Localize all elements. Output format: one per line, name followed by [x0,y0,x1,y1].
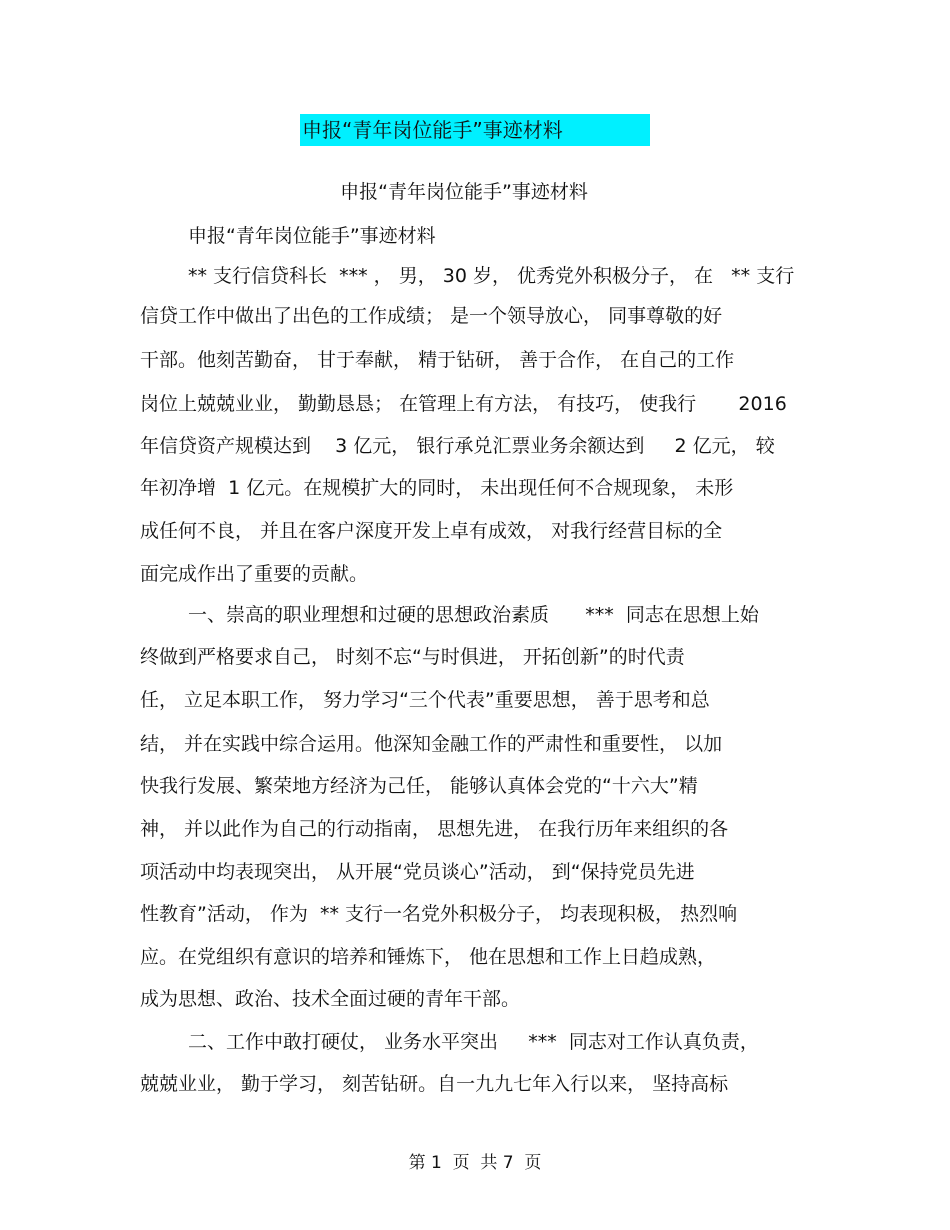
document-title-highlighted: 申报“青年岗位能手”事迹材料 [300,114,650,146]
body-line: 快我行发展、繁荣地方经济为己任， 能够认真体会党的“十六大”精 [140,775,698,797]
body-line: 成任何不良， 并且在客户深度开发上卓有成效， 对我行经营目标的全 [140,520,723,542]
body-line: ** 支行信贷科长 *** ， 男， 30 岁， 优秀党外积极分子， 在 ** 支行 [188,265,795,287]
body-line: 项活动中均表现突出， 从开展“党员谈心”活动， 到“保持党员先进 [140,861,695,883]
body-line: 二、工作中敢打硬仗， 业务水平突出 *** 同志对工作认真负责， [188,1031,759,1053]
body-line: 任， 立足本职工作， 努力学习“三个代表”重要思想， 善于思考和总 [140,689,710,711]
body-line: 申报“青年岗位能手”事迹材料 [188,225,436,247]
body-line: 年初净增 1 亿元。在规模扩大的同时， 未出现任何不合规现象， 未形 [140,477,734,499]
body-line: 终做到严格要求自己， 时刻不忘“与时俱进， 开拓创新”的时代责 [140,646,685,668]
body-line: 年信贷资产规模达到 3 亿元， 银行承兑汇票业务余额达到 2 亿元， 较 [140,435,775,457]
page-number-footer: 第 1 页 共 7 页 [408,1153,542,1173]
body-line: 面完成作出了重要的贡献。 [140,563,369,585]
body-line: 应。在党组织有意识的培养和锤炼下， 他在思想和工作上日趋成熟， [140,946,717,968]
body-line: 兢兢业业， 勤于学习， 刻苦钻研。自一九九七年入行以来， 坚持高标 [140,1073,729,1095]
document-subtitle: 申报“青年岗位能手”事迹材料 [340,181,588,203]
body-line: 结， 并在实践中综合运用。他深知金融工作的严肃性和重要性， 以加 [140,733,723,755]
body-line: 信贷工作中做出了出色的工作成绩； 是一个领导放心， 同事尊敬的好 [140,305,723,327]
body-line: 一、崇高的职业理想和过硬的思想政治素质 *** 同志在思想上始 [188,604,759,626]
body-line: 岗位上兢兢业业， 勤勤恳恳； 在管理上有方法， 有技巧， 使我行 2016 [140,393,787,415]
body-line: 神， 并以此作为自己的行动指南， 思想先进， 在我行历年来组织的各 [140,818,729,840]
body-line: 成为思想、政治、技术全面过硬的青年干部。 [140,988,521,1010]
body-line: 性教育”活动， 作为 ** 支行一名党外积极分子， 均表现积极， 热烈响 [140,903,738,925]
body-line: 干部。他刻苦勤奋， 甘于奉献， 精于钻研， 善于合作， 在自己的工作 [140,349,735,371]
